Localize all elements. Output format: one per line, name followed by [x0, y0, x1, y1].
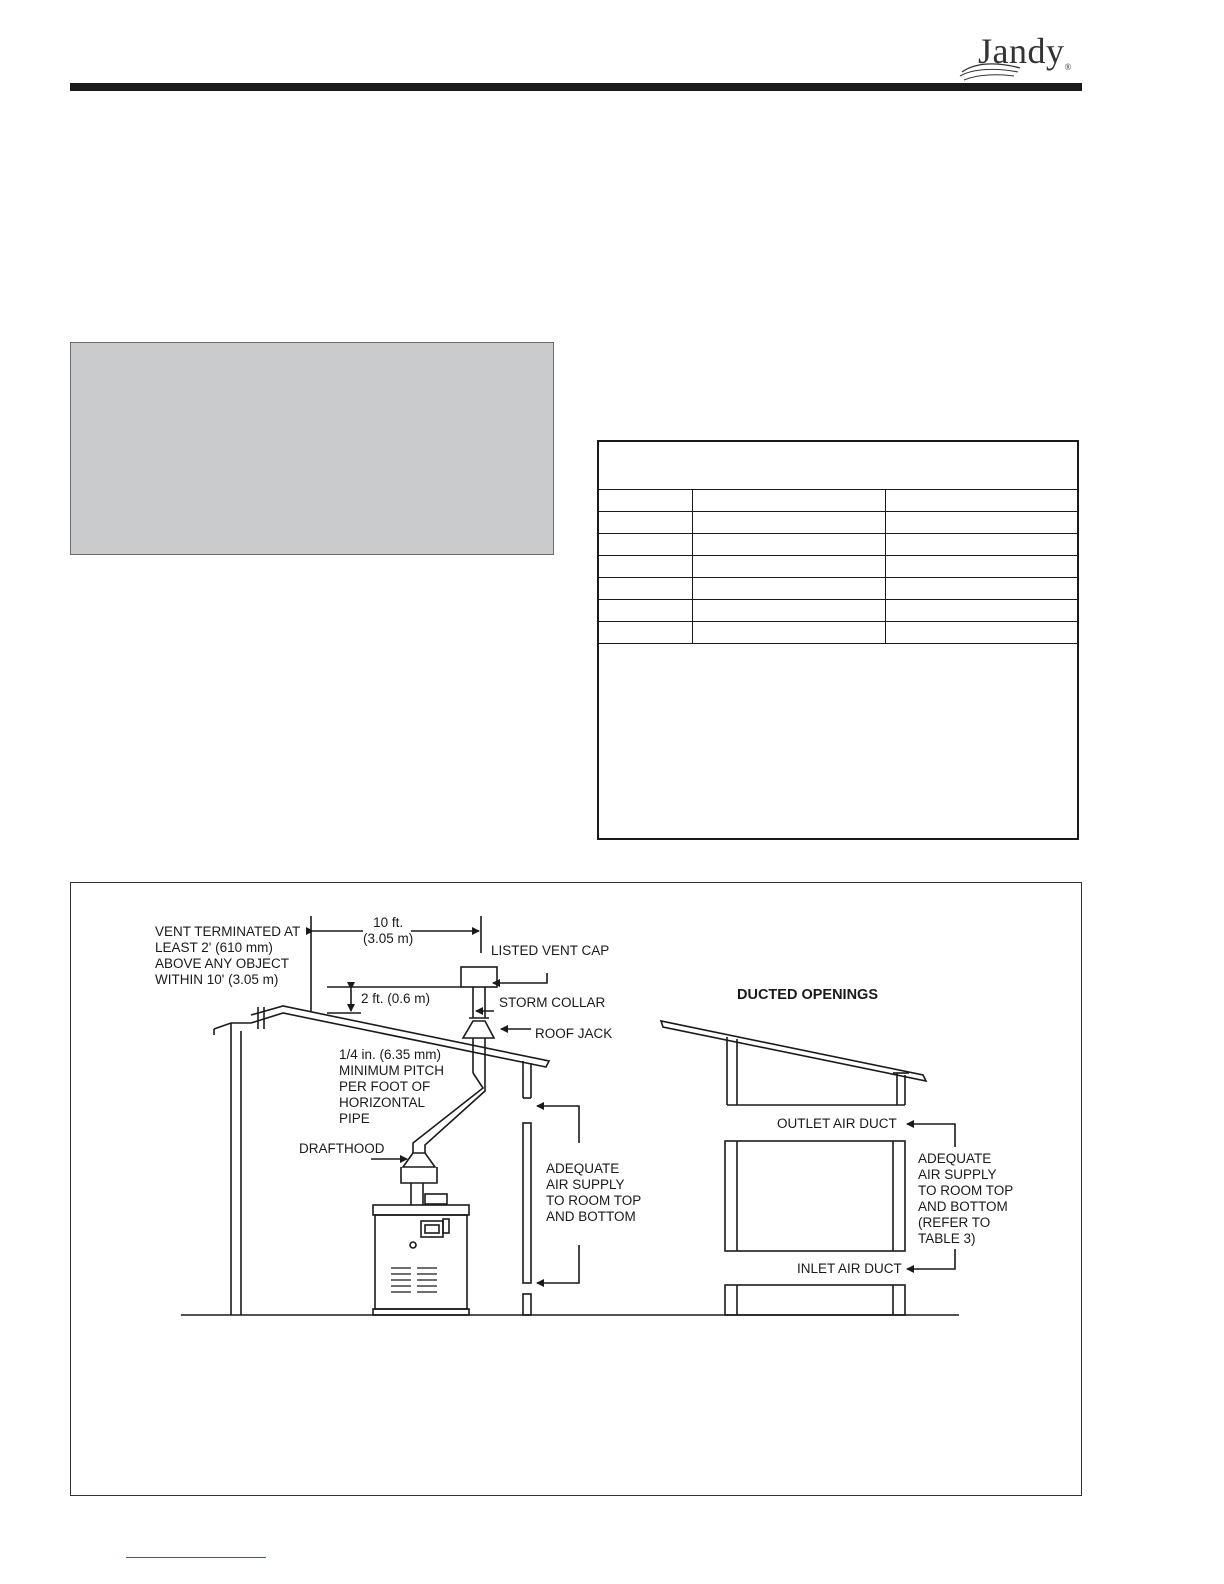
label-adequate-air-left: ADEQUATE AIR SUPPLY TO ROOM TOP AND BOTTOM — [546, 1161, 642, 1224]
footer-link-underline[interactable] — [126, 1557, 266, 1558]
label-drafthood: DRAFTHOOD — [299, 1141, 385, 1156]
label-adequate-air-right: ADEQUATE AIR SUPPLY TO ROOM TOP AND BOTTOM (REFER TO TABLE 3) — [918, 1151, 1014, 1246]
brand-name: Jandy® — [978, 31, 1072, 72]
table-row — [599, 556, 1077, 578]
label-two-ft: 2 ft. (0.6 m) — [361, 991, 431, 1006]
wall-openings — [523, 1123, 531, 1315]
label-outlet-air-duct: OUTLET AIR DUCT — [777, 1116, 897, 1131]
venting-figure — [70, 882, 1082, 1496]
table-row — [599, 512, 1077, 534]
label-roof-jack: ROOF JACK — [535, 1026, 613, 1041]
heater-unit — [373, 1205, 469, 1315]
leader-arrows — [371, 973, 579, 1283]
table-row — [599, 622, 1077, 644]
table-row — [599, 534, 1077, 556]
table-row — [599, 578, 1077, 600]
label-storm-collar: STORM COLLAR — [499, 995, 606, 1010]
table-row — [599, 490, 1077, 512]
label-inlet-air-duct: INLET AIR DUCT — [797, 1261, 902, 1276]
label-pitch: 1/4 in. (6.35 mm) MINIMUM PITCH PER FOOT OF HORIZONTAL PIPE — [339, 1047, 444, 1126]
label-ducted-openings: DUCTED OPENINGS — [737, 987, 878, 1003]
label-vent-terminated: VENT TERMINATED AT LEAST 2' (610 mm) ABOVE ANY OBJECT WITHIN 10' (3.05 m) — [155, 924, 301, 987]
brand-swoosh-icon — [958, 60, 1038, 82]
table-frame — [597, 440, 1079, 840]
data-table — [599, 489, 1077, 644]
label-listed-vent-cap: LISTED VENT CAP — [491, 943, 610, 958]
label-ten-ft: 10 ft. (3.05 m) — [363, 915, 414, 946]
header-rule — [70, 83, 1082, 91]
notice-box — [70, 342, 554, 555]
table-row — [599, 600, 1077, 622]
